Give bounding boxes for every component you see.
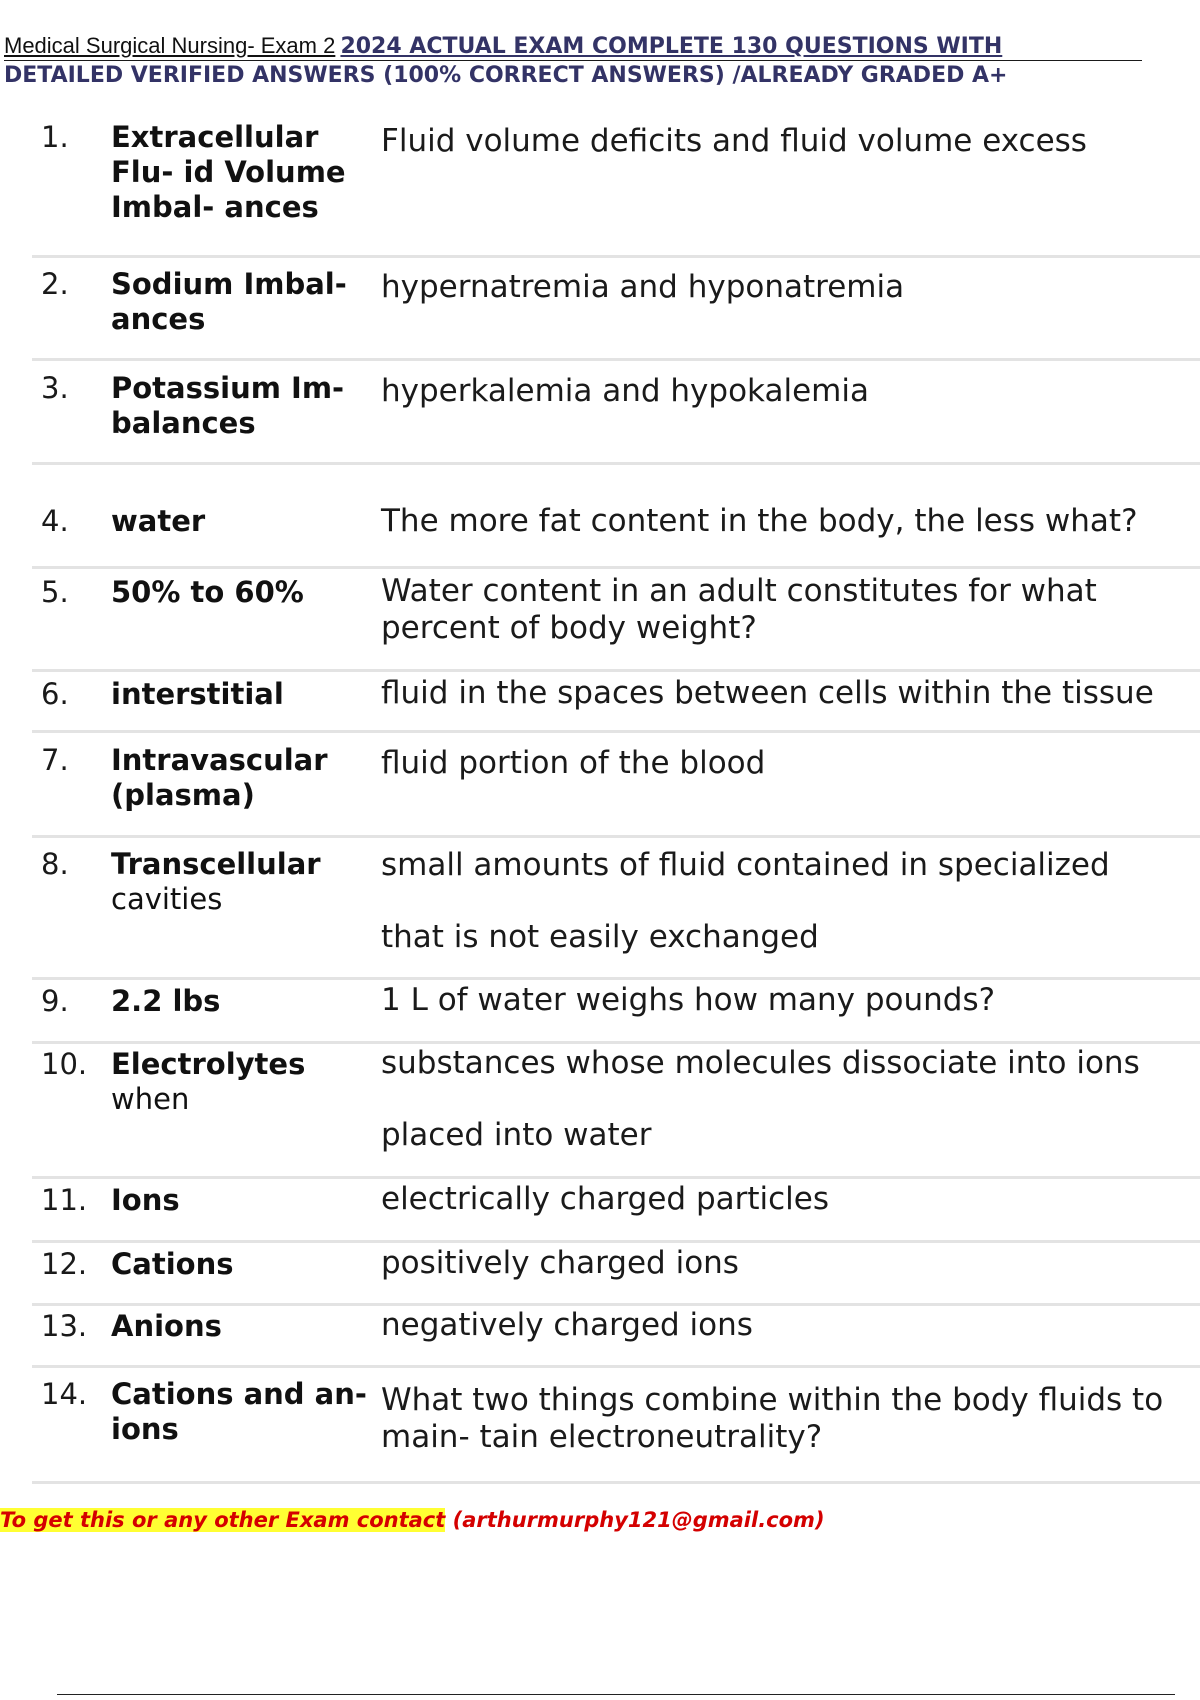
row-number: 13. xyxy=(41,1309,88,1343)
table-row xyxy=(32,733,1200,838)
row-definition xyxy=(381,1307,1196,1344)
definition-text: substances whose molecules dissociate into ions xyxy=(381,1045,1140,1081)
contact-highlight: To get this or any other Exam contact xyxy=(0,1508,446,1532)
title-emphasis: 2024 ACTUAL EXAM COMPLETE 130 QUESTIONS WITH xyxy=(340,34,1003,59)
row-term xyxy=(111,371,379,441)
term-text: Anions xyxy=(111,1309,222,1343)
table-row xyxy=(32,838,1200,980)
row-term xyxy=(111,1183,379,1218)
term-text: Transcellular xyxy=(111,847,321,881)
definition-text: hyperkalemia and hypokalemia xyxy=(381,373,869,409)
row-term xyxy=(111,1377,379,1447)
definition-text: small amounts of fluid contained in specialized xyxy=(381,847,1110,883)
table-row xyxy=(32,672,1200,733)
row-number: 12. xyxy=(41,1247,88,1281)
definition-text: What two things combine within the body fluids to main- tain electroneutrality? xyxy=(381,1382,1164,1455)
row-term xyxy=(111,1047,379,1117)
row-definition xyxy=(381,269,1196,306)
row-definition xyxy=(381,675,1196,712)
row-definition xyxy=(381,982,1196,1019)
definition-text: Fluid volume deficits and fluid volume excess xyxy=(381,123,1087,159)
row-number: 3. xyxy=(41,371,69,405)
definition-text: electrically charged particles xyxy=(381,1181,830,1217)
page-bottom-rule xyxy=(57,1694,1175,1695)
term-text: 50% to 60% xyxy=(111,575,304,609)
header-line-2: DETAILED VERIFIED ANSWERS (100% CORRECT ANSWERS) /ALREADY GRADED A+ xyxy=(4,63,1008,88)
definition-text: fluid in the spaces between cells within the tissue xyxy=(381,675,1154,711)
term-text: Intravascular (plasma) xyxy=(111,743,328,812)
contact-footer xyxy=(0,1507,825,1533)
definition-text-line-2: placed into water xyxy=(381,1117,652,1153)
row-number: 10. xyxy=(41,1047,88,1081)
table-row xyxy=(32,465,1200,569)
row-definition xyxy=(381,1045,1196,1154)
row-number: 6. xyxy=(41,677,69,711)
term-text: Electrolytes xyxy=(111,1047,306,1081)
row-term xyxy=(111,984,379,1019)
term-continuation: when xyxy=(111,1082,190,1116)
table-row xyxy=(32,1243,1200,1306)
term-continuation: cavities xyxy=(111,882,223,916)
header-line-1 xyxy=(4,32,1142,61)
row-definition xyxy=(381,1382,1196,1456)
term-text: water xyxy=(111,504,206,538)
term-text: Sodium Imbal- ances xyxy=(111,267,347,336)
definition-text: 1 L of water weighs how many pounds? xyxy=(381,982,996,1018)
row-number: 8. xyxy=(41,847,69,881)
row-definition xyxy=(381,745,1196,782)
term-text: Ions xyxy=(111,1183,180,1217)
row-definition xyxy=(381,503,1196,540)
term-text: Extracellular Flu- id Volume Imbal- ances xyxy=(111,120,346,224)
row-term xyxy=(111,120,379,225)
row-number: 1. xyxy=(41,120,69,154)
row-term xyxy=(111,504,379,539)
row-definition xyxy=(381,373,1196,410)
row-number: 4. xyxy=(41,504,69,538)
row-definition xyxy=(381,1245,1196,1282)
row-term xyxy=(111,575,379,610)
row-definition xyxy=(381,1181,1196,1218)
table-row xyxy=(32,258,1200,361)
row-term xyxy=(111,1309,379,1344)
row-term xyxy=(111,743,379,813)
row-number: 2. xyxy=(41,267,69,301)
term-text: interstitial xyxy=(111,677,284,711)
definition-text-line-2: that is not easily exchanged xyxy=(381,919,819,955)
row-definition xyxy=(381,123,1196,160)
term-text: Cations and an- ions xyxy=(111,1377,367,1446)
table-row xyxy=(32,1306,1200,1368)
row-number: 9. xyxy=(41,984,69,1018)
row-term xyxy=(111,677,379,712)
definition-text: The more fat content in the body, the less what? xyxy=(381,503,1138,539)
table-row xyxy=(32,980,1200,1044)
term-text: Cations xyxy=(111,1247,234,1281)
definition-text: Water content in an adult constitutes for what percent of body weight? xyxy=(381,573,1097,646)
table-row xyxy=(32,1179,1200,1243)
row-term xyxy=(111,267,379,337)
contact-email: (arthurmurphy121@gmail.com) xyxy=(452,1508,825,1532)
definition-text: hypernatremia and hyponatremia xyxy=(381,269,905,305)
row-number: 11. xyxy=(41,1183,88,1217)
table-row xyxy=(32,361,1200,465)
definition-text: negatively charged ions xyxy=(381,1307,753,1343)
document-header xyxy=(4,32,1144,91)
term-text: Potassium Im- balances xyxy=(111,371,345,440)
table-row xyxy=(32,118,1200,258)
term-text: 2.2 lbs xyxy=(111,984,221,1018)
title-prefix: Medical Surgical Nursing- Exam 2 xyxy=(4,33,336,58)
row-term xyxy=(111,1247,379,1282)
row-number: 5. xyxy=(41,575,69,609)
table-row xyxy=(32,1368,1200,1484)
table-row xyxy=(32,1044,1200,1179)
row-number: 7. xyxy=(41,743,69,777)
table-row xyxy=(32,569,1200,672)
row-definition xyxy=(381,847,1196,956)
row-term xyxy=(111,847,379,917)
definition-text: fluid portion of the blood xyxy=(381,745,766,781)
row-definition xyxy=(381,573,1196,647)
row-number: 14. xyxy=(41,1377,88,1411)
definition-text: positively charged ions xyxy=(381,1245,739,1281)
qa-table xyxy=(32,118,1200,1484)
